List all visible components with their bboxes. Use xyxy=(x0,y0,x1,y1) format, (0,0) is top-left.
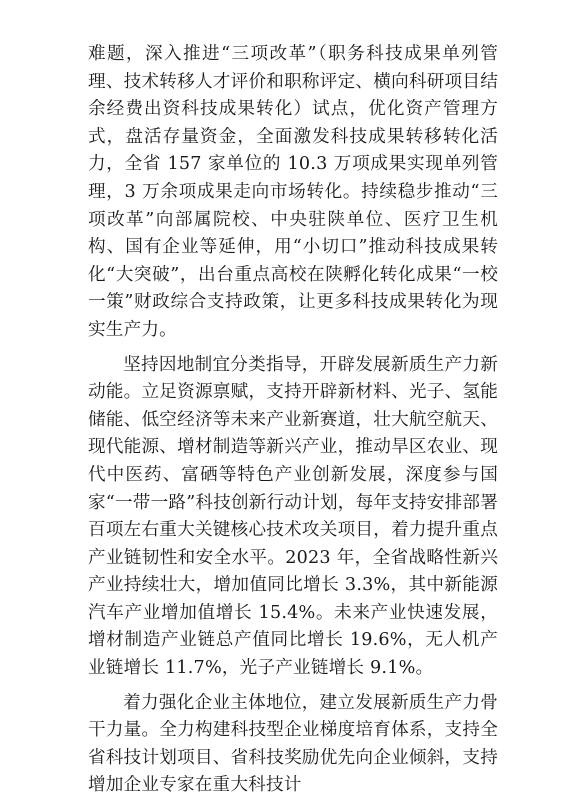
paragraph-3: 着力强化企业主体地位，建立发展新质生产力骨干力量。全力构建科技型企业梯度培育体系，支持全省科技计划项目、省科技奖励优先向企业倾斜，支持增加企业专家在重大科技计 xyxy=(88,692,498,796)
document-body xyxy=(88,41,498,807)
paragraph-1: 难题，深入推进“三项改革”（职务科技成果单列管理、技术转移人才评价和职称评定、横向科研项目结余经费出资科技成果转化）试点，优化资产管理方式，盘活存量资金，全面激发科技成果转移转化活力，全省 157 家单位的 10.3 万项成果实现单列管理，3 万余项成果走向市场转化。持续稳步推动“三项改革”向部属院校、中央驻陕单位、医疗卫生机构、国有企业等延伸，用“小切口”推动科技成果转化“大突破”，出台重点高校在陕孵化转化成果“一校一策”财政综合支持政策，让更多科技成果转化为现实生产力。 xyxy=(88,44,498,340)
paragraph-2: 坚持因地制宜分类指导，开辟发展新质生产力新动能。立足资源禀赋，支持开辟新材料、光子、氢能储能、低空经济等未来产业新赛道，壮大航空航天、现代能源、增材制造等新兴产业，推动旱区农业、现代中医药、富硒等特色产业创新发展，深度参与国家“一带一路”科技创新行动计划，每年支持安排部署百项左右重大关键核心技术攻关项目，着力提升重点产业链韧性和安全水平。2023 年，全省战略性新兴产业持续壮大，增加值同比增长 3.3%，其中新能源汽车产业增加值增长 15.4%。未来产业快速发展，增材制造产业链总产值同比增长 19.6%，无人机产业链增长 11.7%，光子产业链增长 9.1%。 xyxy=(88,354,498,679)
